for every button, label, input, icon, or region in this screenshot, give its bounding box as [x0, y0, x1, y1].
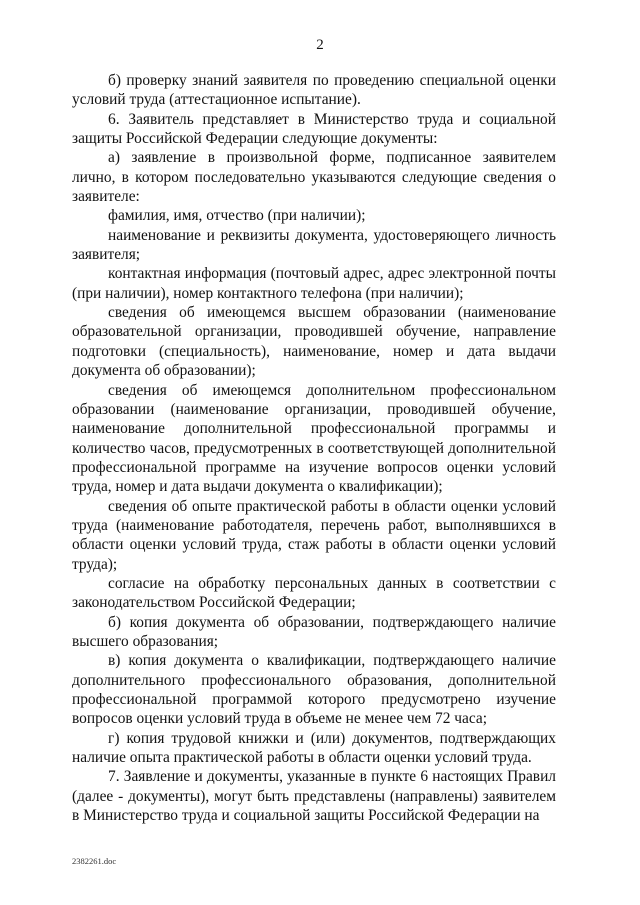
page-number: 2	[316, 37, 324, 53]
paragraph: 6. Заявитель представляет в Министерство труда и социальной защиты Российской Федерации следующие документы:	[72, 110, 556, 148]
paragraph: б) копия документа об образовании, подтверждающего наличие высшего образования;	[72, 613, 556, 650]
paragraph: сведения об имеющемся высшем образовании (наименование образовательной организации, проводившей обучение, направление подготовки (специальность), наименование, номер и дата выдачи документа об образовании);	[72, 304, 556, 380]
paragraph: контактная информация (почтовый адрес, адрес электронной почты (при наличии), номер контактного телефона (при наличии);	[72, 265, 556, 302]
paragraph: фамилия, имя, отчество (при наличии);	[108, 207, 366, 225]
paragraph: б) проверку знаний заявителя по проведению специальной оценки условий труда (аттестационное испытание).	[72, 72, 556, 109]
paragraph: согласие на обработку персональных данных в соответствии с законодательством Российской Федерации;	[72, 574, 556, 612]
footer-filename: 2382261.doc	[72, 856, 117, 866]
paragraph: 7. Заявление и документы, указанные в пункте 6 настоящих Правил (далее - документы), могут быть представлены (направлены) заявителем в Министерство труда и социальной защиты Российской Федерации на	[72, 768, 556, 825]
paragraph: в) копия документа о квалификации, подтверждающего наличие дополнительного профессионального образования, дополнительной профессиональной программой которого предусмотрено изучение вопросов оценки условий труда в объеме не менее чем 72 часа;	[72, 652, 556, 728]
document-body	[72, 71, 556, 825]
paragraph: сведения об опыте практической работы в области оценки условий труда (наименование работодателя, перечень работ, выполнявшихся в области оценки условий труда, стаж работы в области оценки условий труда);	[72, 497, 556, 573]
paragraph: а) заявление в произвольной форме, подписанное заявителем лично, в котором последовательно указываются следующие сведения о заявителе:	[72, 149, 556, 206]
paragraph: г) копия трудовой книжки и (или) документов, подтверждающих наличие опыта практической работы в области оценки условий труда.	[72, 729, 556, 767]
paragraph: сведения об имеющемся дополнительном профессиональном образовании (наименование организации, проводившей обучение, наименование дополнительной профессиональной программы и количество часов, предусмотренных в соответствующей дополнительной профессиональной программе на изучение вопросов оценки условий труда, номер и дата выдачи документа о квалификации);	[72, 381, 556, 496]
paragraph: наименование и реквизиты документа, удостоверяющего личность заявителя;	[72, 226, 556, 264]
